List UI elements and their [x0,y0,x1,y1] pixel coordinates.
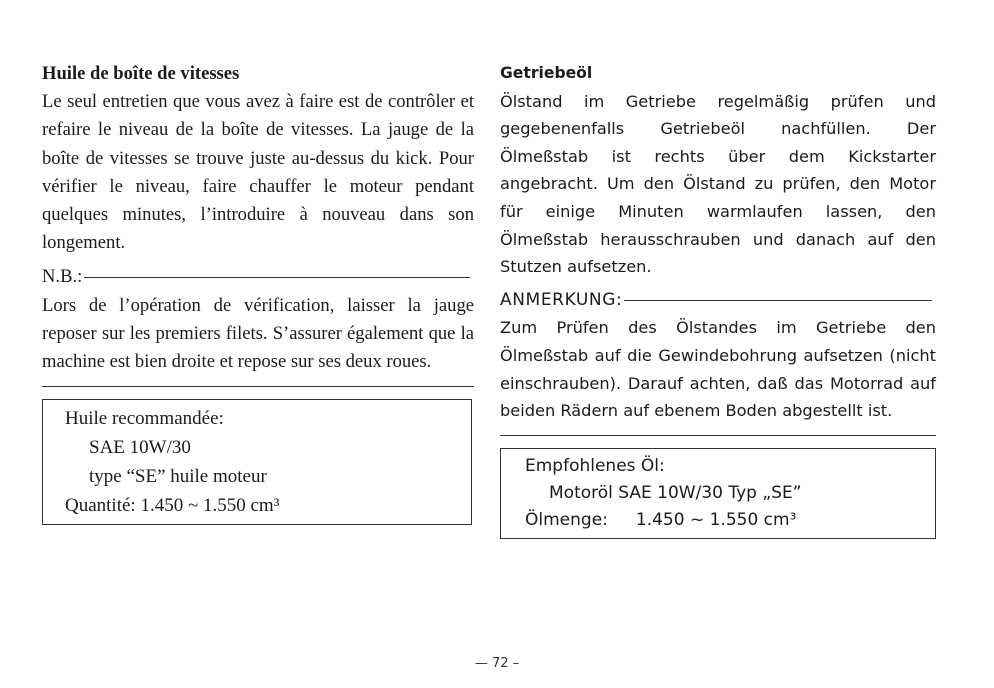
quantity-label-de: Ölmenge: [525,509,608,530]
note-paragraph-de: Zum Prüfen des Ölstandes im Getriebe den Ölmeßstab auf die Gewindebohrung aufsetzen (nicht einschrauben). Darauf achten, daß das Motorrad auf beiden Rädern auf ebenem Boden abgestellt ist. [500,318,936,421]
box-grade-de: Motoröl SAE 10W/30 Typ „SE” [549,482,802,503]
body-paragraph-fr: Le seul entretien que vous avez à faire est de contrôler et refaire le niveau de la boîte de vitesses. La jauge de la boîte de vitesses se trouve juste au-dessus du kick. Pour vérifier le niveau, faire chauffer le moteur pendant quelques minutes, l’introduire à nouveau dans son longement. [42,91,474,254]
body-paragraph-de: Ölstand im Getriebe regelmäßig prüfen und gegebenenfalls Getriebeöl nachfüllen. Der Ölmeßstab ist rechts über dem Kickstarter angebracht. Um den Ölstand zu prüfen, den Motor für einige Minuten warmlaufen lassen, den Ölmeßstab herausschrauben und danach auf den Stutzen aufsetzen. [500,91,936,277]
box-title-de: Empfohlenes Öl: [525,455,665,476]
note-rule-fr [84,277,470,278]
note-paragraph-fr: Lors de l’opération de vérification, laisser la jauge reposer sur les premiers filets. S’assurer également que la machine est bien droite et repose sur ses deux roues. [42,294,474,373]
note-label-de: ANMERKUNG: [500,289,623,310]
quantity-value-fr: 1.450 ~ 1.550 cm³ [140,495,280,517]
note-end-rule-fr [42,386,474,387]
french-column [42,60,474,525]
box-quantity-de [525,507,935,534]
oil-spec-box-fr [42,399,472,525]
box-title-fr: Huile recommandée: [65,408,224,430]
box-grade-fr: SAE 10W/30 [89,437,191,459]
note-end-rule-de [500,435,936,436]
german-column [500,60,936,539]
section-heading-de: Getriebeöl [500,64,593,82]
note-rule-de [624,300,932,301]
quantity-value-de: 1.450 ~ 1.550 cm³ [635,509,797,530]
page-number: — 72 – [474,656,520,671]
note-header-fr [42,263,474,291]
note-header-de [500,287,936,315]
quantity-label-fr: Quantité: [65,495,136,517]
box-quantity-fr [65,491,471,520]
note-label-fr: N.B.: [42,266,83,288]
oil-spec-box-de [500,448,936,539]
box-type-fr: type “SE” huile moteur [89,466,267,488]
section-heading-fr: Huile de boîte de vitesses [42,63,240,84]
